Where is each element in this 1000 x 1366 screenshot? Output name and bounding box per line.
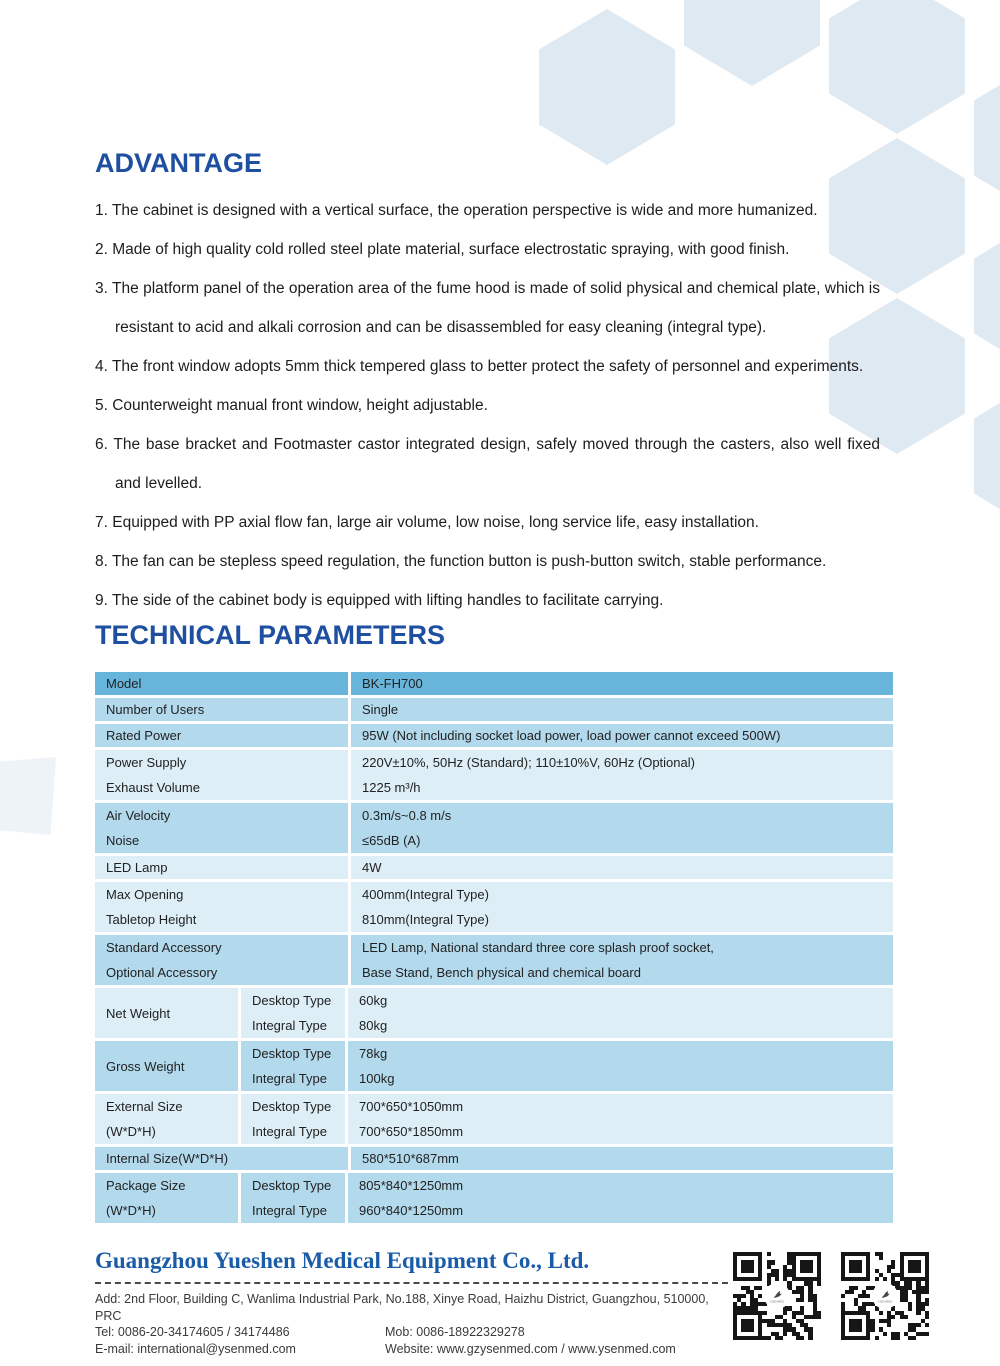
qr-module <box>750 1327 754 1331</box>
qr-module <box>879 1311 883 1315</box>
table-rows <box>95 724 893 747</box>
table-row <box>95 935 893 960</box>
mob-line: Mob: 0086-18922329278 <box>385 1325 525 1339</box>
table-rows <box>95 672 893 695</box>
row-label: Exhaust Volume <box>95 775 351 800</box>
qr-module <box>866 1277 870 1281</box>
qr-module <box>783 1311 787 1315</box>
table-block <box>95 1041 893 1091</box>
qr-module <box>858 1327 862 1331</box>
table-row <box>95 724 893 747</box>
advantage-item: 5. Counterweight manual front window, height adjustable. <box>95 397 488 414</box>
row-value: LED Lamp, National standard three core splash proof socket, <box>362 940 714 955</box>
qr-module <box>779 1336 783 1340</box>
table-block <box>95 724 893 747</box>
row-label: Net Weight <box>95 988 241 1038</box>
row-value: 4W <box>362 860 382 875</box>
technical-parameters-heading: TECHNICAL PARAMETERS <box>95 620 446 650</box>
qr-module <box>767 1336 771 1340</box>
hexagon-icon <box>974 60 1000 216</box>
row-label: Max Opening <box>95 882 351 907</box>
table-row <box>95 1198 893 1223</box>
table-row <box>95 828 893 853</box>
table-block <box>95 856 893 879</box>
table-block <box>95 698 893 721</box>
table-rows <box>241 988 893 1038</box>
qr-module <box>891 1315 895 1319</box>
table-row <box>95 1147 893 1170</box>
table-rows <box>241 1041 893 1091</box>
website-line: Website: www.gzysenmed.com / www.ysenmed.com <box>385 1341 676 1356</box>
qr-module <box>808 1336 812 1340</box>
qr-module <box>908 1306 912 1310</box>
row-sublabel: Integral Type <box>241 1119 348 1144</box>
row-label: Optional Accessory <box>95 960 351 985</box>
row-label: Air Velocity <box>95 803 351 828</box>
row-value: 960*840*1250mm <box>359 1203 464 1218</box>
hexagon-icon <box>974 218 1000 374</box>
qr-module <box>783 1332 787 1336</box>
qr-module <box>800 1336 804 1340</box>
qr-module <box>895 1336 899 1340</box>
hexagon-icon <box>974 378 1000 534</box>
table-rows <box>95 698 893 721</box>
qr-module <box>916 1323 920 1327</box>
table-row <box>95 672 893 695</box>
qr-module <box>808 1269 812 1273</box>
ysenmed-bird-logo-icon <box>764 1283 790 1309</box>
qr-module <box>875 1336 879 1340</box>
qr-code-right <box>841 1252 929 1340</box>
table-row <box>95 803 893 828</box>
contact-grid <box>95 1324 728 1357</box>
row-sublabel: Desktop Type <box>241 1173 348 1198</box>
qr-module <box>925 1332 929 1336</box>
qr-code-group <box>733 1248 929 1340</box>
qr-code-left <box>733 1252 821 1340</box>
row-value: 1225 m³/h <box>362 780 421 795</box>
qr-module <box>858 1269 862 1273</box>
dashed-divider <box>95 1282 728 1284</box>
table-rows <box>95 750 893 800</box>
row-value: BK-FH700 <box>362 676 423 691</box>
row-label: Internal Size(W*D*H) <box>95 1147 351 1170</box>
qr-module <box>870 1327 874 1331</box>
qr-module <box>800 1298 804 1302</box>
table-rows <box>95 803 893 853</box>
advantage-item: 3. The platform panel of the operation area of the fume hood is made of solid physical and chemical plate, which is resistant to acid and alkali corrosion and can be disassembled for easy cleaning (integral type). <box>95 280 880 336</box>
table-row <box>241 1066 893 1091</box>
qr-module <box>879 1256 883 1260</box>
row-value: 805*840*1250mm <box>359 1178 464 1193</box>
advantage-list <box>95 191 905 620</box>
table-block <box>95 1173 893 1223</box>
row-value: 100kg <box>359 1071 395 1086</box>
qr-module <box>916 1311 920 1315</box>
qr-module <box>925 1323 929 1327</box>
table-row <box>95 698 893 721</box>
qr-module <box>758 1277 762 1281</box>
qr-module <box>849 1290 853 1294</box>
row-sublabel: Integral Type <box>241 1198 348 1223</box>
table-rows <box>95 882 893 932</box>
row-label: Gross Weight <box>95 1041 241 1091</box>
row-value: 95W (Not including socket load power, load power cannot exceed 500W) <box>362 728 781 743</box>
row-label: LED Lamp <box>95 856 351 879</box>
tel-line: Tel: 0086-20-34174605 / 34174486 <box>95 1325 290 1339</box>
row-label: Number of Users <box>95 698 351 721</box>
qr-module <box>854 1286 858 1290</box>
table-row <box>241 1013 893 1038</box>
advantage-item: 9. The side of the cabinet body is equipped with lifting handles to facilitate carrying. <box>95 592 664 609</box>
footer-contact-block <box>95 1248 728 1357</box>
qr-module <box>741 1294 745 1298</box>
qr-logo-text: YSENMED <box>877 1300 893 1303</box>
row-value: Base Stand, Bench physical and chemical board <box>362 965 641 980</box>
row-value: 60kg <box>359 993 388 1008</box>
row-label: Standard Accessory <box>95 935 351 960</box>
row-value: Single <box>362 702 399 717</box>
table-row <box>95 1119 893 1144</box>
table-row <box>95 750 893 775</box>
qr-module <box>775 1277 779 1281</box>
qr-module <box>758 1286 762 1290</box>
table-block <box>95 672 893 695</box>
qr-module <box>916 1269 920 1273</box>
row-sublabel: Desktop Type <box>241 1041 348 1066</box>
table-row <box>241 1041 893 1066</box>
table-block <box>95 1147 893 1170</box>
qr-module <box>875 1277 879 1281</box>
company-name: Guangzhou Yueshen Medical Equipment Co., Ltd. <box>95 1248 590 1273</box>
row-sublabel: Integral Type <box>241 1066 348 1091</box>
row-value: ≤65dB (A) <box>362 833 421 848</box>
qr-module <box>817 1281 821 1285</box>
row-value: 78kg <box>359 1046 388 1061</box>
qr-module <box>883 1277 887 1281</box>
row-label: (W*D*H) <box>95 1119 241 1144</box>
qr-module <box>912 1336 916 1340</box>
qr-module <box>750 1269 754 1273</box>
qr-logo-text: YSENMED <box>769 1300 785 1303</box>
row-value: 810mm(Integral Type) <box>362 912 489 927</box>
qr-module <box>817 1315 821 1319</box>
qr-module <box>925 1315 929 1319</box>
table-row <box>95 882 893 907</box>
table-row <box>95 960 893 985</box>
row-value: 400mm(Integral Type) <box>362 887 489 902</box>
row-sublabel: Desktop Type <box>241 1094 348 1119</box>
row-value: 700*650*1850mm <box>359 1124 464 1139</box>
left-edge-decoration <box>0 757 56 835</box>
qr-module <box>771 1260 775 1264</box>
advantage-item: 6. The base bracket and Footmaster castor integrated design, safely moved through the casters, also well fixed and levelled. <box>95 436 880 492</box>
advantage-item: 7. Equipped with PP axial flow fan, large air volume, low noise, long service life, easy installation. <box>95 514 759 531</box>
row-label: Package Size <box>95 1173 241 1198</box>
row-value: 80kg <box>359 1018 388 1033</box>
row-label: Tabletop Height <box>95 907 351 932</box>
qr-module <box>883 1332 887 1336</box>
qr-module <box>891 1265 895 1269</box>
qr-module <box>925 1302 929 1306</box>
table-rows <box>95 1147 893 1170</box>
qr-module <box>767 1252 771 1256</box>
address-line: Add: 2nd Floor, Building C, Wanlima Industrial Park, No.188, Xinye Road, Haizhu District, Guangzhou, 510000, PRC <box>95 1292 709 1323</box>
qr-module <box>887 1323 891 1327</box>
qr-module <box>925 1290 929 1294</box>
table-row <box>95 1173 893 1198</box>
table-block <box>95 882 893 932</box>
table-rows <box>95 935 893 985</box>
spec-table <box>95 672 893 1223</box>
row-label: Noise <box>95 828 351 853</box>
advantage-item: 8. The fan can be stepless speed regulation, the function button is push-button switch, stable performance. <box>95 553 827 570</box>
qr-module <box>866 1336 870 1340</box>
table-block <box>95 1094 893 1144</box>
row-label: Model <box>95 672 351 695</box>
qr-module <box>866 1294 870 1298</box>
main-content <box>95 0 905 1223</box>
table-block <box>95 988 893 1038</box>
advantage-heading: ADVANTAGE <box>95 148 262 178</box>
table-block <box>95 803 893 853</box>
table-row <box>95 775 893 800</box>
advantage-item: 2. Made of high quality cold rolled steel plate material, surface electrostatic spraying, with good finish. <box>95 241 790 258</box>
table-block <box>95 935 893 985</box>
row-label: Rated Power <box>95 724 351 747</box>
table-block <box>95 750 893 800</box>
row-label: Power Supply <box>95 750 351 775</box>
table-row <box>95 856 893 879</box>
table-row <box>241 988 893 1013</box>
row-sublabel: Desktop Type <box>241 988 348 1013</box>
row-value: 220V±10%, 50Hz (Standard); 110±10%V, 60Hz (Optional) <box>362 755 695 770</box>
table-rows <box>95 1173 893 1223</box>
email-line: E-mail: international@ysenmed.com <box>95 1341 296 1356</box>
footer <box>95 1248 965 1357</box>
qr-module <box>841 1294 845 1298</box>
table-row <box>95 907 893 932</box>
qr-module <box>904 1315 908 1319</box>
advantage-item: 1. The cabinet is designed with a vertical surface, the operation perspective is wide and more humanized. <box>95 202 818 219</box>
table-rows <box>95 1094 893 1144</box>
row-label: External Size <box>95 1094 241 1119</box>
row-value: 700*650*1050mm <box>359 1099 464 1114</box>
ysenmed-bird-logo-icon <box>872 1283 898 1309</box>
row-label: (W*D*H) <box>95 1198 241 1223</box>
row-value: 580*510*687mm <box>362 1151 459 1166</box>
qr-module <box>762 1311 766 1315</box>
row-sublabel: Integral Type <box>241 1013 348 1038</box>
table-rows <box>95 856 893 879</box>
table-row <box>95 1094 893 1119</box>
row-value: 0.3m/s~0.8 m/s <box>362 808 452 823</box>
advantage-item: 4. The front window adopts 5mm thick tempered glass to better protect the safety of personnel and experiments. <box>95 358 864 375</box>
qr-module <box>758 1294 762 1298</box>
